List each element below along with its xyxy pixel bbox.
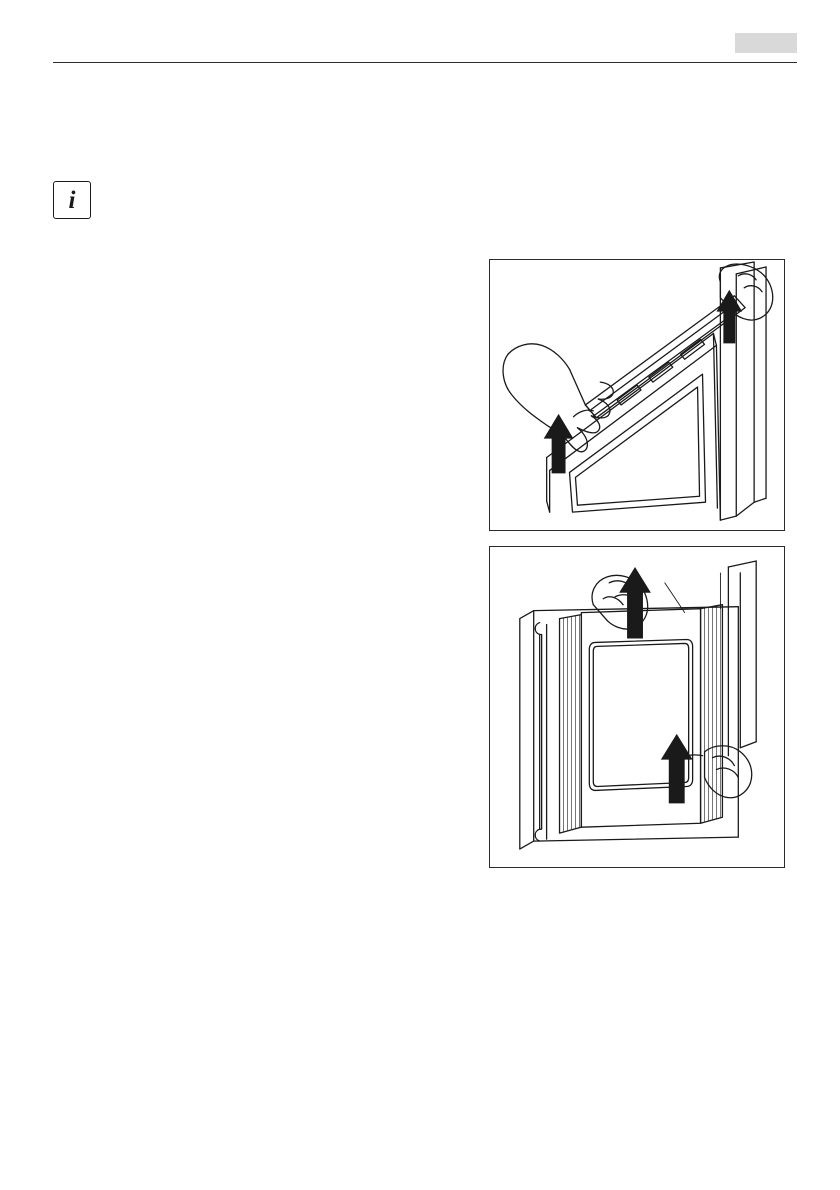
- header-divider: [53, 62, 797, 63]
- door-glass-removal-illustration: [489, 259, 785, 531]
- inner-door-panel-lift-illustration: [489, 546, 785, 868]
- page-number: [735, 33, 797, 53]
- information-icon: [53, 181, 91, 219]
- information-icon-glyph: i: [68, 186, 76, 214]
